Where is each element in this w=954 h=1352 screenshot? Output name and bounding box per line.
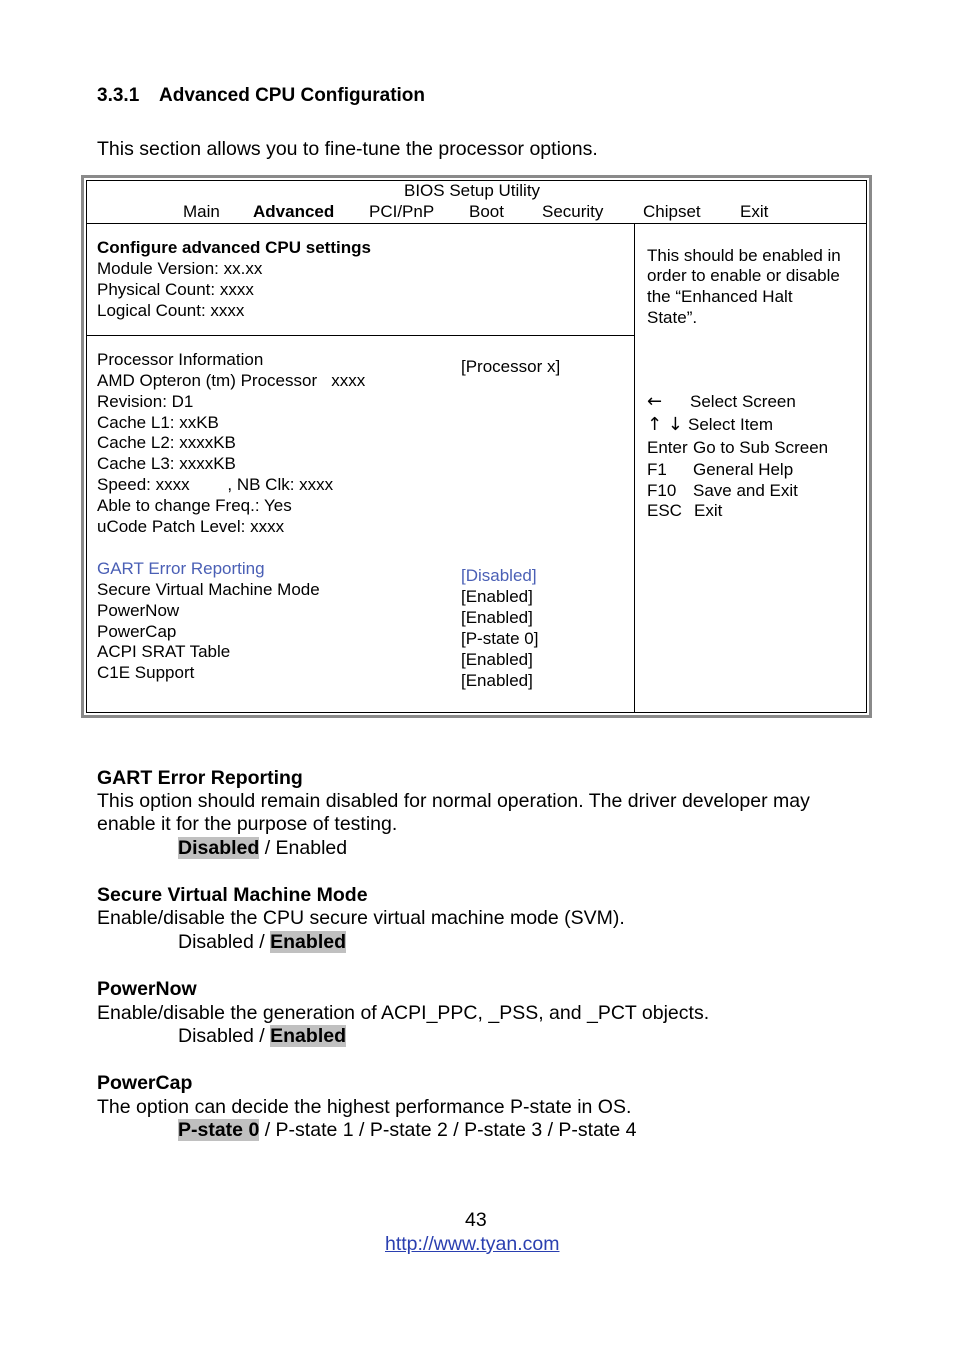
desc-options-powernow [178,1025,346,1048]
processor-info-line: Cache L1: xxKB [97,413,219,432]
info-divider [87,335,634,336]
processor-info-line: Cache L2: xxxxKB [97,433,236,452]
desc-options-powercap [178,1119,636,1142]
section-title: Advanced CPU Configuration [159,85,426,106]
module-version: Module Version: xx.xx [97,259,263,278]
option-rest: / P-state 1 / P-state 2 / P-state 3 / P-state 4 [259,1119,637,1141]
processor-info-line: uCode Patch Level: xxxx [97,517,285,536]
key-enter: Enter [647,438,688,457]
option-default: Disabled [178,837,260,859]
menu-tab-pcipnp[interactable]: PCI/PnP [369,202,435,221]
menu-tab-main[interactable]: Main [183,202,220,221]
option-powernow[interactable]: PowerNow [97,601,180,620]
processor-info-line: AMD Opteron (tm) Processor xxxx [97,371,366,390]
footer-url-link[interactable]: http://www.tyan.com [385,1233,560,1255]
desc-title-gart: GART Error Reporting [97,767,303,789]
desc-body-gart: enable it for the purpose of testing. [97,813,398,835]
processor-select-value[interactable]: [Processor x] [461,357,561,376]
page-number: 43 [465,1209,487,1231]
value-powernow[interactable]: [Enabled] [461,608,533,627]
processor-info-line: Speed: xxxx , NB Clk: xxxx [97,475,334,494]
processor-info-line: Able to change Freq.: Yes [97,496,292,515]
option-rest: / Enabled [259,837,348,859]
section-intro: This section allows you to fine-tune the processor options. [97,138,598,160]
help-pane-divider [634,224,635,712]
processor-info-line: Cache L3: xxxxKB [97,454,236,473]
config-heading: Configure advanced CPU settings [97,238,371,257]
value-acpi-srat-table[interactable]: [Enabled] [461,650,533,669]
menu-tab-exit[interactable]: Exit [740,202,769,221]
key-desc-select-item: Select Item [688,415,774,434]
up-down-arrow-icon: ↑ ↓ [647,414,683,435]
value-gart-error-reporting[interactable]: [Disabled] [461,566,537,585]
desc-options-gart [178,837,347,860]
processor-info-line: Processor Information [97,350,264,369]
desc-body-gart: This option should remain disabled for normal operation. The driver developer may [97,790,810,812]
option-default: P-state 0 [178,1119,260,1141]
physical-count: Physical Count: xxxx [97,280,254,299]
option-rest: Disabled / [178,1025,271,1047]
desc-body-powercap: The option can decide the highest performance P-state in OS. [97,1096,632,1118]
help-text-line: State”. [647,308,698,327]
desc-title-powercap: PowerCap [97,1072,193,1094]
processor-info-line: Revision: D1 [97,392,194,411]
key-desc-go-to-sub-screen: Go to Sub Screen [693,438,829,457]
help-text-line: order to enable or disable [647,266,840,285]
option-rest: Disabled / [178,931,271,953]
option-powercap[interactable]: PowerCap [97,622,177,641]
menu-tab-boot[interactable]: Boot [469,202,504,221]
desc-title-powernow: PowerNow [97,978,197,1000]
option-c1e-support[interactable]: C1E Support [97,663,195,682]
bios-title: BIOS Setup Utility [404,181,541,200]
section-number: 3.3.1 [97,85,140,106]
desc-body-svm: Enable/disable the CPU secure virtual machine mode (SVM). [97,907,625,929]
left-arrow-icon: ← [647,391,663,412]
menu-tab-chipset[interactable]: Chipset [643,202,701,221]
desc-options-svm [178,931,346,954]
value-secure-virtual-machine-mode[interactable]: [Enabled] [461,587,533,606]
key-f10: F10 [647,481,677,500]
option-default: Enabled [270,931,346,953]
help-text-line: This should be enabled in [647,246,841,265]
desc-body-powernow: Enable/disable the generation of ACPI_PPC, _PSS, and _PCT objects. [97,1002,710,1024]
option-acpi-srat-table[interactable]: ACPI SRAT Table [97,642,231,661]
option-secure-virtual-machine-mode[interactable]: Secure Virtual Machine Mode [97,580,320,599]
desc-title-svm: Secure Virtual Machine Mode [97,884,368,906]
key-desc-select-screen: Select Screen [690,392,796,411]
key-desc-exit: Exit [694,501,723,520]
option-default: Enabled [270,1025,346,1047]
menu-tab-advanced[interactable]: Advanced [253,202,335,221]
key-desc-save-and-exit: Save and Exit [693,481,798,500]
menu-divider [87,223,866,224]
help-text-line: the “Enhanced Halt [647,287,793,306]
key-esc: ESC [647,501,682,520]
value-powercap[interactable]: [P-state 0] [461,629,539,648]
option-gart-error-reporting[interactable]: GART Error Reporting [97,559,265,578]
logical-count: Logical Count: xxxx [97,301,245,320]
key-desc-general-help: General Help [693,460,794,479]
value-c1e-support[interactable]: [Enabled] [461,671,533,690]
menu-tab-security[interactable]: Security [542,202,604,221]
key-f1: F1 [647,460,667,479]
